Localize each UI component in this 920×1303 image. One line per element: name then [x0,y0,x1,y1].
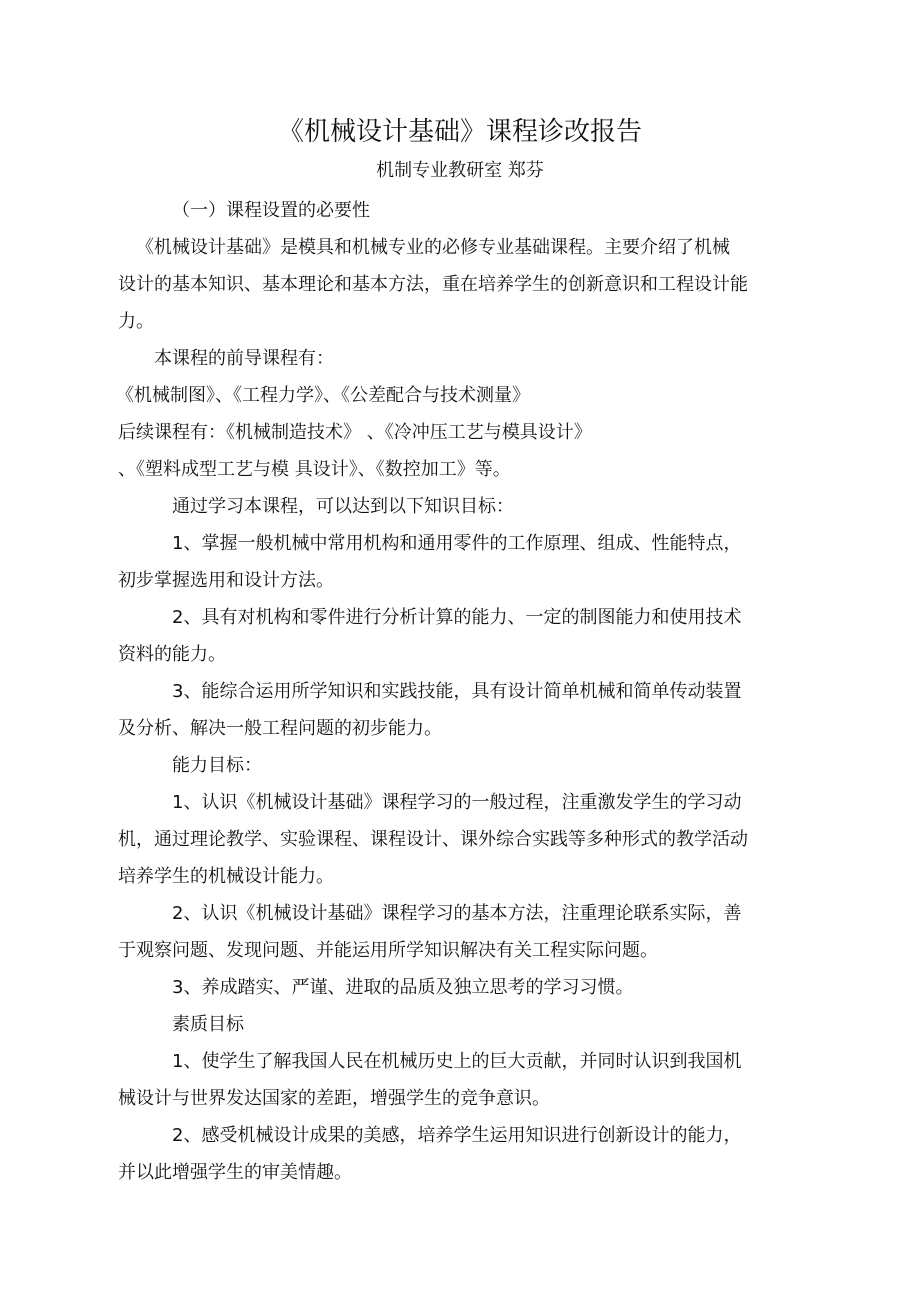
quality-goal-item [118,1117,798,1191]
paragraph-line: 培养学生的机械设计能力。 [118,866,334,887]
quality-goal-item [118,1043,798,1117]
prereq-label: 本课程的前导课程有： [154,348,334,369]
knowledge-goals-intro: 通过学习本课程，可以达到以下知识目标： [172,496,514,517]
paragraph-line: 机，通过理论教学、实验课程、课程设计、课外综合实践等多种形式的教学活动 [118,829,748,850]
paragraph-line: 2、认识《机械设计基础》课程学习的基本方法，注重理论联系实际，善 [172,903,742,924]
document-body [118,192,798,1191]
section-heading: （一）课程设置的必要性 [172,200,370,221]
paragraph-line: 3、能综合运用所学知识和实践技能，具有设计简单机械和简单传动装置 [172,681,742,702]
paragraph-line: 1、使学生了解我国人民在机械历史上的巨大贡献，并同时认识到我国机 [172,1051,742,1072]
paragraph-line: 械设计与世界发达国家的差距，增强学生的竞争意识。 [118,1088,550,1109]
follow-courses-line: 后续课程有：《机械制造技术》 、《冷冲压工艺与模具设计》 [118,422,592,443]
intro-paragraph [118,229,798,340]
knowledge-goal-item [118,673,798,747]
document-title: 《机械设计基础》课程诊改报告 [277,117,642,147]
quality-goals-label: 素质目标 [172,1014,244,1035]
paragraph-line: 于观察问题、发现问题、并能运用所学知识解决有关工程实际问题。 [118,940,658,961]
ability-goal-item [118,784,798,895]
paragraph-line: 设计的基本知识、基本理论和基本方法，重在培养学生的创新意识和工程设计能 [118,274,748,295]
ability-goals-label: 能力目标： [172,755,262,776]
prereq-courses: 《机械制图》、《工程力学》、《公差配合与技术测量》 [116,385,530,406]
paragraph-line: 及分析、解决一般工程问题的初步能力。 [118,718,442,739]
paragraph-line: 1、掌握一般机械中常用机构和通用零件的工作原理、组成、性能特点， [172,533,742,554]
paragraph-line: 并以此增强学生的审美情趣。 [118,1162,352,1183]
knowledge-goal-item [118,525,798,599]
paragraph-line: 力。 [118,311,154,332]
author-line: 机制专业教研室 郑芬 [376,160,544,181]
ability-goal-item [118,895,798,969]
paragraph-line: 1、认识《机械设计基础》课程学习的一般过程，注重激发学生的学习动 [172,792,742,813]
follow-courses-line: 、《塑料成型工艺与模 具设计》、《数控加工》等。 [118,459,511,480]
paragraph-line: 初步掌握选用和设计方法。 [118,570,334,591]
paragraph-line: 2、感受机械设计成果的美感，培养学生运用知识进行创新设计的能力， [172,1125,742,1146]
paragraph-line: 2、具有对机构和零件进行分析计算的能力、一定的制图能力和使用技术 [172,607,742,628]
paragraph-line: 《机械设计基础》是模具和机械专业的必修专业基础课程。主要介绍了机械 [136,237,730,258]
knowledge-goal-item [118,599,798,673]
ability-goal-item: 3、养成踏实、严谨、进取的品质及独立思考的学习习惯。 [172,977,634,998]
paragraph-line: 资料的能力。 [118,644,226,665]
